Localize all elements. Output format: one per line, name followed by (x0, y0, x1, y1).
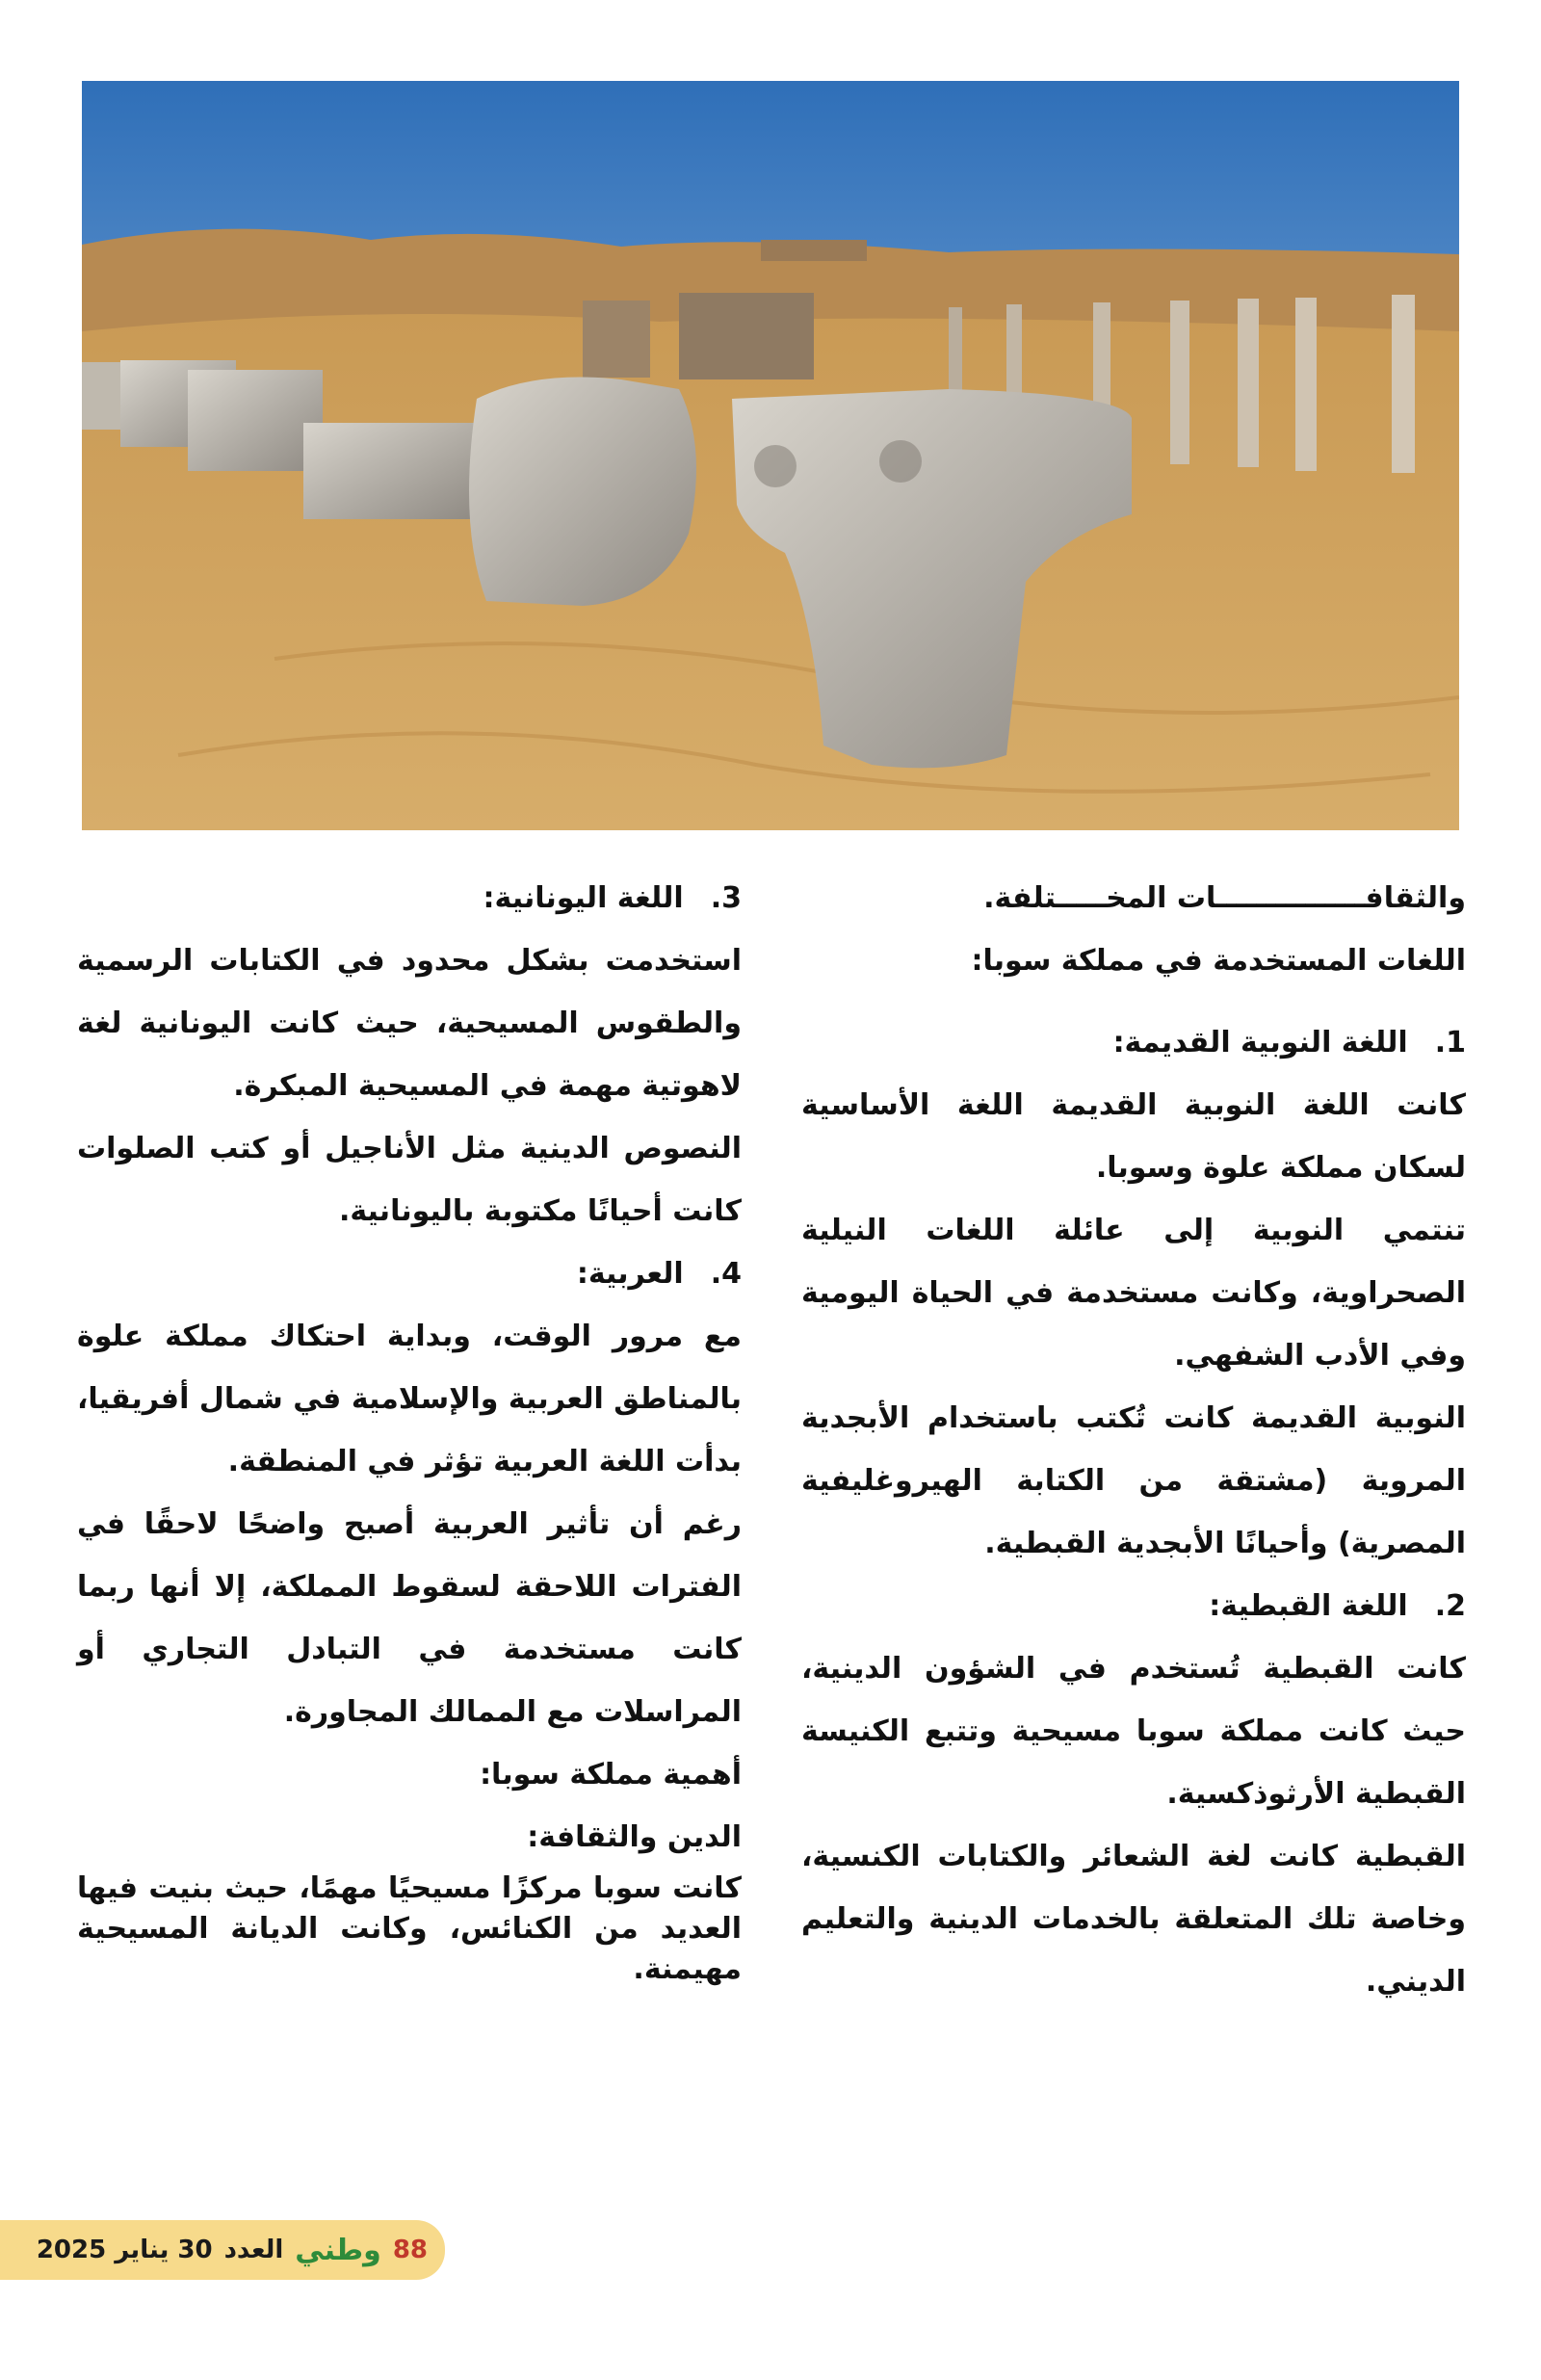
issue-date: 30 يناير 2025 (36, 2236, 213, 2264)
paragraph: رغم أن تأثير العربية أصبح واضحًا لاحقًا في الفترات اللاحقة لسقوط المملكة، إلا أنها ربما كانت مستخدمة في التبادل التجاري أو المراسلات مع الممالك المجاورة. (77, 1507, 742, 1729)
page-footer (0, 2220, 445, 2280)
importance-heading: أهمية مملكة سوبا: (480, 1758, 742, 1792)
right-column (801, 867, 1466, 2013)
page-number: 88 (392, 2236, 428, 2264)
heading-greek (77, 867, 742, 929)
heading-old-nubian (801, 1011, 1466, 1074)
paragraph: تنتمي النوبية إلى عائلة اللغات النيلية الصحراوية، وكانت مستخدمة في الحياة اليومية وفي الأدب الشفهي. (801, 1214, 1466, 1373)
heading-title: العربية: (576, 1257, 684, 1291)
ruins-photo (82, 81, 1459, 830)
paragraph: النوبية القديمة كانت تُكتب باستخدام الأبجدية المروية (مشتقة من الكتابة الهيروغليفية المصرية) وأحيانًا الأبجدية القبطية. (801, 1401, 1466, 1560)
paragraph: استخدمت بشكل محدود في الكتابات الرسمية والطقوس المسيحية، حيث كانت اليونانية لغة لاهوتية مهمة في المسيحية المبكرة. (77, 944, 742, 1103)
intro-line: والثقافـــــــــــــــات المخـــــتلفة. (983, 881, 1466, 915)
heading-coptic (801, 1575, 1466, 1637)
heading-title: اللغة القبطية: (1209, 1589, 1408, 1623)
ruins-photo-illustration (82, 81, 1459, 830)
religion-culture-heading: الدين والثقافة: (527, 1820, 742, 1854)
paragraph: كانت اللغة النوبية القديمة اللغة الأساسية لسكان مملكة علوة وسوبا. (801, 1088, 1466, 1185)
paragraph: القبطية كانت لغة الشعائر والكتابات الكنسية، وخاصة تلك المتعلقة بالخدمات الدينية والتعليم الديني. (801, 1840, 1466, 1999)
heading-number: 1. (1434, 1026, 1466, 1059)
heading-title: اللغة النوبية القديمة: (1112, 1026, 1408, 1059)
heading-number: 4. (710, 1257, 742, 1291)
paragraph: النصوص الدينية مثل الأناجيل أو كتب الصلوات كانت أحيانًا مكتوبة باليونانية. (77, 1132, 742, 1228)
left-column (77, 867, 742, 1990)
paragraph: كانت القبطية تُستخدم في الشؤون الدينية، حيث كانت مملكة سوبا مسيحية وتتبع الكنيسة القبطية الأرثوذكسية. (801, 1652, 1466, 1811)
paragraph: مع مرور الوقت، وبداية احتكاك مملكة علوة بالمناطق العربية والإسلامية في شمال أفريقيا، بدأت اللغة العربية تؤثر في المنطقة. (77, 1320, 742, 1478)
paragraph: كانت سوبا مركزًا مسيحيًا مهمًا، حيث بنيت فيها العديد من الكنائس، وكانت الديانة المسيحية مهيمنة. (77, 1871, 742, 1986)
heading-number: 3. (710, 881, 742, 915)
issue-label: العدد (223, 2236, 284, 2264)
heading-number: 2. (1434, 1589, 1466, 1623)
magazine-brand: وطني (295, 2233, 381, 2267)
heading-arabic (77, 1242, 742, 1305)
languages-section-title: اللغات المستخدمة في مملكة سوبا: (971, 944, 1466, 978)
heading-title: اللغة اليونانية: (483, 881, 684, 915)
